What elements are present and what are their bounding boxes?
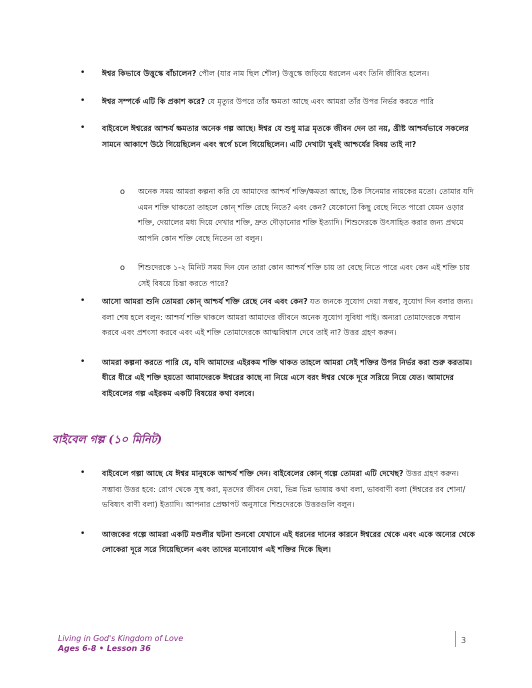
list-item-text: উত্তর গ্রহণ করুন। সম্ভাব্য উত্তর হবে: রোগ থেকে সুস্থ করা, মৃতদের জীবন দেয়া, ভিন্ন ভিন্ন ভাষায় কথা বলা, ভাববাণী বলা (ঈশ্বরের রব শোনা/ ভবিষ্যৎ বাণী বলা) ইত্যাদি। আপনার প্রেক্ষাপট অনুসারে শিশুদেরকে উত্তরগুলি বলুন।: [102, 469, 466, 509]
list-item: [80, 527, 475, 558]
bullet-icon: •: [80, 528, 86, 539]
bullet-icon: •: [80, 356, 86, 367]
sub-bullet-list: [120, 184, 475, 291]
list-item-text: পৌল (যার নাম ছিল শৌল) উত্তুস্কে জড়িয়ে ধরলেন এবং তিনি জীবিত হলেন।: [196, 69, 430, 78]
list-item: [80, 294, 475, 341]
bullet-icon: •: [80, 68, 86, 78]
list-item-text: যে মৃত্যুর উপরে তাঁর ক্ষমতা আছে এবং আমরা তাঁর উপর নির্ভর করতে পারি: [205, 96, 434, 106]
list-item-bold: আজকের গল্পে আমরা একটি মণ্ডলীর ঘটনা শুনবো যেখানে এই ধরনের দানের কারনে ঈশ্বরের থেকে এবং একে অন্যের থেকে লোকেরা দূরে সরে গিয়েছিলেন এবং তাদের মনোযোগ এই শক্তির দিকে ছিল।: [102, 529, 475, 554]
bullet-list-top: [80, 66, 475, 152]
footer-divider: [455, 631, 456, 647]
bullet-icon: •: [80, 468, 86, 478]
bullet-icon: •: [80, 95, 86, 106]
footer: [58, 634, 183, 654]
list-item-bold: বাইবেলে গল্পা আছে যে ঈশ্বর মানুষকে আশ্চর্য শক্তি দেন। বাইবেলের কোন্ গল্পে তোমরা এটি দেখেছ?: [102, 469, 404, 478]
list-item-bold: আসো আমরা শুনি তোমরা কোন্ আশ্চর্য শক্তি রেছে নেব এবং কেন?: [102, 297, 308, 306]
hollow-bullet-icon: o: [120, 187, 125, 196]
bullet-list-bottom: [80, 466, 475, 558]
bullet-icon: •: [80, 296, 86, 306]
list-item-text: যত জনকে সুযোগ দেয়া সম্ভব, সুযোগ দিন বলার জন্য। বলা শেষ হলে বলুন: আশ্চর্য শক্তি থাকলে আমরা আমাদের জীবনে অনেক সুযোগ সুবিধা পাই। অন্যরা তোমাদেরকে সম্মান করবে এবং প্রশংসা করবে এবং এই শক্তি তোমাদেরকে আত্মবিশ্বাস দেবে তাই না? উত্তর গ্রহণ করুন।: [102, 297, 473, 337]
sub-list-item: [120, 184, 475, 246]
list-item-bold: ঈশ্বর কিভাবে উত্তুস্কে বাঁচালেন?: [102, 69, 197, 78]
footer-title: Living in God's Kingdom of Love: [58, 634, 184, 643]
hollow-bullet-icon: o: [120, 263, 125, 272]
list-item-bold: ঈশ্বর সম্পর্কে এটি কি প্রকাশ করে?: [102, 96, 206, 106]
footer-lesson: Ages 6-8 • Lesson 36: [58, 644, 151, 653]
list-item-text: শিশুদেরকে ১-২ মিনিট সময় দিন যেন তারা কোন আশ্চর্য শক্তি চায় তা বেছে নিতে পারে এবং কেন এই শক্তি চায় সেই বিষয়ে চিন্তা করতে পারে?: [138, 263, 470, 288]
list-item-bold: বাইবেলে ঈশ্বরের আশ্চর্য ক্ষমতার অনেক গল্প আছে। ঈশ্বর যে শুধু মাত্র মৃতকে জীবন দেন তা নয়, খ্রীষ্ট আশ্চর্যভাবে সকলের সামনে আকাশে উঠে গিয়েছিলেন এবং স্বর্গে চলে গিয়েছিলেন। এটি দেখাটা খুবই আশ্চর্যের বিষয় তাই না?: [102, 124, 469, 149]
sub-list-item: [120, 260, 475, 291]
list-item-bold: আমরা কল্পনা করতে পারি যে, যদি আমাদের এইরকম শক্তি থাকত তাহলে আমরা সেই শক্তির উপর নির্ভর করা শুরু করতাম। ধীরে ধীরে এই শক্তি হয়তো আমাদেরকে ঈশ্বরের কাছে না নিয়ে এসে বরং ঈশ্বর থেকে দূরে সরিয়ে নিয়ে যেত। আমাদের বাইবেলের গল্প এইরকম একটি বিষয়ের কথা বলবে।: [102, 357, 472, 398]
page-number: 3: [461, 636, 467, 645]
list-item: [80, 66, 475, 82]
list-item: [80, 121, 475, 152]
list-item: [80, 94, 475, 110]
bullet-icon: •: [80, 123, 86, 133]
list-item: [80, 466, 475, 513]
list-item: [80, 355, 475, 402]
list-item-text: অনেক সময় আমরা কল্পনা করি যে আমাদের আশ্চর্য শক্তি/ক্ষমতা আছে, ঠিক সিনেমার নায়কের মতো। তোমার যদি এমন শক্তি থাকতো তাহলে কোন্ শক্তি রেছে নিতে? এবং কেন? যেকোনো কিছু বেছে নিতে পারো যেমন ওড়ার শক্তি, দেয়ালের মধ্য দিয়ে দেখার শক্তি, দ্রুত দৌড়ানোর শক্তি ইত্যাদি। শিশুদেরকে উৎসাহিত করার জন্য প্রথমে আপনি কোন শক্তি বেছে নিতেন তা বলুন।: [138, 187, 474, 243]
bullet-list-mid: [80, 294, 475, 401]
section-heading: বাইবেল গল্প (১০ মিনিট): [52, 433, 162, 446]
